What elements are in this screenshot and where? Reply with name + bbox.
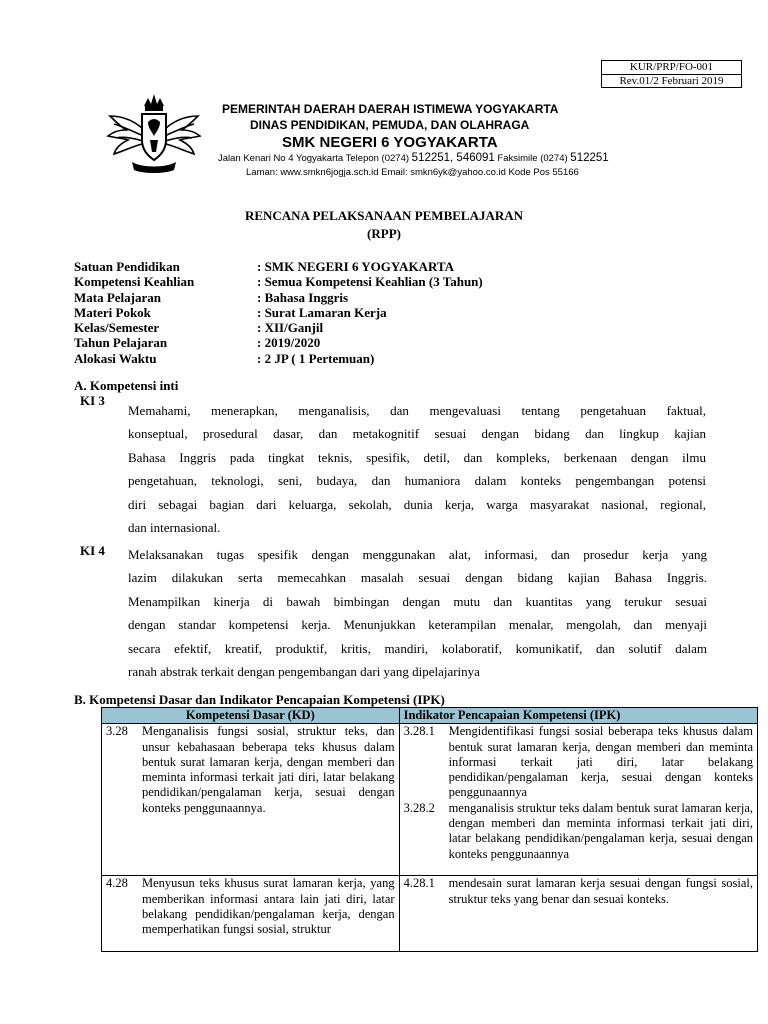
paragraph-line: Bahasa Inggris pada tingkat teknis, spesifik, detil, dan kompleks, berkenaan dengan ilmu — [128, 449, 706, 465]
kd-number: 4.28 — [106, 876, 128, 891]
paragraph-line: Melaksanakan tugas spesifik dengan menggunakan alat, informasi, dan prosedur kerja yang — [128, 547, 707, 562]
header-address — [218, 152, 609, 164]
section-b-heading: B. Kompetensi Dasar dan Indikator Pencapaian Kompetensi (IPK) — [74, 692, 445, 707]
paragraph-line: secara efektif, kreatif, produktif, kritis, mandiri, kolaboratif, komunikatif, dan solutif dalam — [128, 640, 707, 656]
paragraph-line: lazim dilakukan serta memecahkan masalah sesuai dengan bidang kajian Bahasa Inggris. — [128, 570, 707, 586]
ipk-cell — [399, 876, 757, 952]
identity-value: : Semua Kompetensi Keahlian (3 Tahun) — [257, 274, 483, 290]
identity-value: : 2 JP ( 1 Pertemuan) — [257, 350, 375, 366]
section-a-heading: A. Kompetensi inti — [74, 378, 179, 393]
form-code-line2: Rev.01/2 Februari 2019 — [619, 75, 724, 87]
kd-text: Menyusun teks khusus surat lamaran kerja, yang memberikan informasi antara lain jati diri, latar belakang pendidikan/pengalaman kerja, dengan memperhatikan fungsi sosial, struktur — [142, 876, 395, 937]
identity-row — [74, 259, 483, 274]
ipk-text: Mengidentifikasi fungsi sosial beberapa teks khusus dalam bentuk surat lamaran kerja, dengan memberi dan meminta informasi terkait jati diri, latar belakang pendidikan/pengalaman kerja, sesuai dengan konteks penggunaannya — [448, 724, 753, 800]
paragraph-line: pengetahuan, teknologi, seni, budaya, dan humaniora dalam konteks pengembangan potensi — [128, 473, 706, 489]
ki4-label: KI 4 — [80, 543, 105, 558]
paragraph-line: Memahami, menerapkan, menganalisis, dan mengevaluasi tentang pengetahuan faktual, — [128, 403, 706, 418]
identity-row — [74, 320, 483, 335]
header-government: PEMERINTAH DAERAH DAERAH ISTIMEWA YOGYAKARTA — [222, 102, 559, 116]
ipk-number: 3.28.2 — [403, 800, 435, 815]
document-subtitle: (RPP) — [367, 226, 401, 241]
ki4-paragraph — [128, 543, 707, 683]
identity-value: : Surat Lamaran Kerja — [257, 304, 387, 320]
identity-value: : 2019/2020 — [257, 335, 321, 351]
table-header-row — [102, 708, 758, 724]
table-header-ipk: Indikator Pencapaian Kompetensi (IPK) — [399, 708, 757, 724]
fax-number: 512251 — [570, 152, 609, 164]
identity-value: : XII/Ganjil — [257, 320, 324, 336]
ipk-text: mendesain surat lamaran kerja sesuai dengan fungsi sosial, struktur teks yang benar dan sesuai konteks. — [448, 876, 753, 906]
paragraph-line: dengan standar kompetensi kerja. Menunjukkan keterampilan menalar, mengolah, dan menyaji — [128, 617, 707, 633]
paragraph-line: konseptual, prosedural dasar, dan metakognitif sesuai dengan bidang dan lingkup kajian — [128, 426, 706, 442]
identity-row — [74, 305, 483, 320]
identity-label: Materi Pokok — [74, 304, 151, 320]
identity-label: Kompetensi Keahlian — [74, 274, 195, 290]
paragraph-line: diri sebagai bagian dari keluarga, sekolah, dunia kerja, warga masyarakat nasional, regional, — [128, 496, 706, 512]
header-school-name: SMK NEGERI 6 YOGYAKARTA — [282, 134, 498, 151]
address-text-a: Jalan Kenari No 4 Yogyakarta Telepon (0274) — [218, 153, 412, 164]
paragraph-line: dan internasional. — [128, 520, 221, 536]
kd-number: 3.28 — [106, 724, 128, 739]
identity-value: : Bahasa Inggris — [257, 289, 349, 305]
form-code-box — [601, 60, 742, 88]
table-header-kd: Kompetensi Dasar (KD) — [102, 708, 400, 724]
ki3-label: KI 3 — [80, 393, 105, 408]
ki3-paragraph — [128, 399, 706, 539]
form-code-line1: KUR/PRP/FO-001 — [602, 61, 741, 75]
ipk-item — [404, 876, 753, 907]
identity-row — [74, 274, 483, 289]
identity-row — [74, 290, 483, 305]
ipk-text: menganalisis struktur teks dalam bentuk surat lamaran kerja, dengan memberi dan meminta informasi terkait jati diri, latar belakang pendidikan/pengalaman kerja, sesuai dengan konteks penggunaannya — [448, 800, 753, 861]
paragraph-line: Menampilkan kinerja di bawah bimbingan dengan mutu dan kuantitas yang terukur sesuai — [128, 593, 707, 609]
table-row — [102, 724, 758, 876]
kd-text: Menganalisis fungsi sosial, struktur teks, dan unsur kebahasaan beberapa teks khusus dalam bentuk surat lamaran kerja, dengan memberi dan meminta informasi terkait jati diri, latar belakang pendidikan/pengalaman kerja, sesuai dengan konteks penggunaannya. — [142, 724, 395, 815]
identity-label: Kelas/Semester — [74, 320, 160, 336]
ipk-item — [404, 724, 753, 800]
phone-numbers: 512251, 546091 — [411, 152, 495, 164]
yogyakarta-emblem-icon — [104, 92, 204, 176]
table-row — [102, 876, 758, 952]
ipk-cell — [399, 724, 757, 876]
kd-cell — [102, 724, 400, 876]
document-title: RENCANA PELAKSANAAN PEMBELAJARAN — [244, 208, 524, 223]
ipk-number: 4.28.1 — [403, 876, 435, 891]
identity-label: Satuan Pendidikan — [74, 259, 180, 274]
identity-row — [74, 351, 483, 366]
identity-label: Tahun Pelajaran — [74, 335, 168, 351]
identity-label: Alokasi Waktu — [74, 350, 157, 366]
paragraph-line: ranah abstrak terkait dengan pengembangan dari yang dipelajarinya — [128, 664, 480, 680]
ipk-number: 3.28.1 — [403, 724, 435, 739]
kd-cell — [102, 876, 400, 952]
identity-block — [74, 259, 483, 366]
kd-ipk-table — [101, 707, 758, 952]
header-department: DINAS PENDIDIKAN, PEMUDA, DAN OLAHRAGA — [250, 118, 530, 132]
header-contact: Laman: www.smkn6jogja.sch.id Email: smkn6yk@yahoo.co.id Kode Pos 55166 — [246, 167, 579, 178]
address-text-b: Faksimile (0274) — [494, 153, 571, 164]
identity-row — [74, 335, 483, 350]
ipk-item — [404, 801, 753, 862]
identity-value: : SMK NEGERI 6 YOGYAKARTA — [257, 259, 454, 274]
identity-label: Mata Pelajaran — [74, 289, 162, 305]
